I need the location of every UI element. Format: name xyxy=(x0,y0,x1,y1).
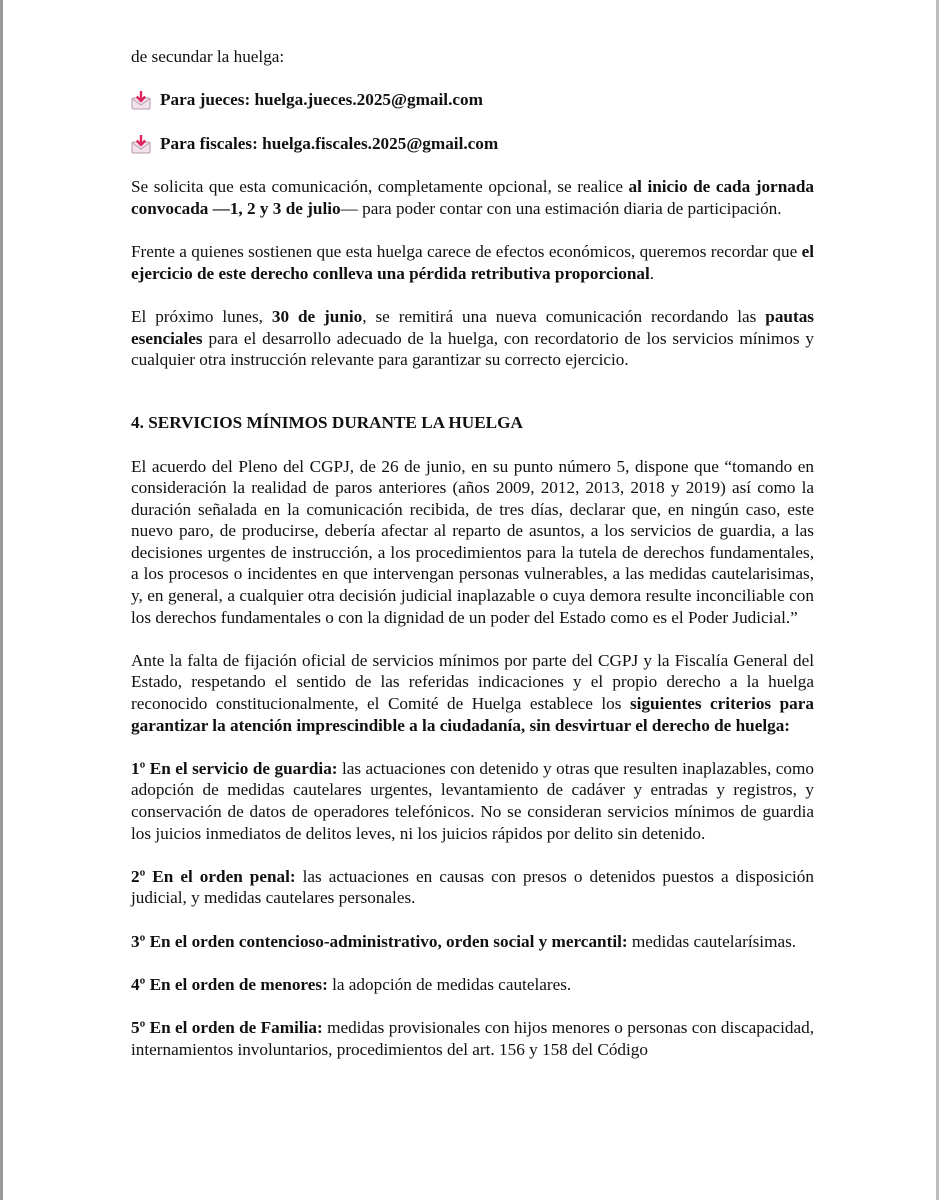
paragraph-efectos-economicos: Frente a quienes sostienen que esta huelga carece de efectos económicos, queremos recordar que el ejercicio de este derecho conlleva una pérdida retributiva proporcional. xyxy=(131,242,814,283)
criterio-contencioso: 3º En el orden contencioso-administrativo, orden social y mercantil: medidas cautelarísimas. xyxy=(131,931,797,951)
intro-line: de secundar la huelga: xyxy=(131,47,285,66)
email-fiscales xyxy=(131,133,814,155)
incoming-envelope-icon xyxy=(131,134,151,154)
paragraph-comunicacion: Se solicita que esta comunicación, completamente opcional, se realice al inicio de cada jornada convocada —1, 2 y 3 de julio— para poder contar con una estimación diaria de participación. xyxy=(131,177,814,218)
paragraph-acuerdo-cgpj: El acuerdo del Pleno del CGPJ, de 26 de junio, en su punto número 5, dispone que “tomando en consideración la realidad de paros anteriores (años 2009, 2012, 2013, 2018 y 2019) así como la duración señalada en la comunicación recibida, de tres días, declarar que, en ningún caso, este nuevo paro, de producirse, debería afectar al reparto de asuntos, a los servicios de guardia, a las decisiones urgentes de instrucción, a los procedimientos para la tutela de derechos fundamentales, a los procesos o incidentes en que intervengan personas vulnerables, a las medidas cautelarisimas, y, en general, a cualquier otra decisión judicial inaplazable o cuya demora resulte inconciliable con los derechos fundamentales o con la dignidad de un poder del Estado como es el Poder Judicial.” xyxy=(131,456,814,627)
criterio-menores: 4º En el orden de menores: la adopción de medidas cautelares. xyxy=(131,974,572,994)
section-heading: 4. SERVICIOS MÍNIMOS DURANTE LA HUELGA xyxy=(131,413,523,433)
criterio-familia: 5º En el orden de Familia: medidas provisionales con hijos menores o personas con discapacidad, internamientos involuntarios, procedimientos del art. 156 y 158 del Código xyxy=(131,1017,814,1059)
document-body xyxy=(131,46,814,1060)
criterio-guardia: 1º En el servicio de guardia: las actuaciones con detenido y otras que resulten inaplazables, como adopción de medidas cautelares urgentes, levantamiento de cadáver y entradas y registros, y conservación de datos de operadores telefónicos. No se consideran servicios mínimos de guardia los juicios inmediatos de delitos leves, ni los juicios rápidos por delito sin detenido. xyxy=(131,758,814,843)
email-fiscales-label: Para fiscales: huelga.fiscales.2025@gmail.com xyxy=(160,133,499,153)
email-jueces xyxy=(131,89,814,111)
criterio-penal: 2º En el orden penal: las actuaciones en causas con presos o detenidos puestos a disposición judicial, y medidas cautelares personales. xyxy=(131,866,814,908)
paragraph-proximo-lunes: El próximo lunes, 30 de junio, se remitirá una nueva comunicación recordando las pautas esenciales para el desarrollo adecuado de la huelga, con recordatorio de los servicios mínimos y cualquier otra instrucción relevante para garantizar su correcto ejercicio. xyxy=(131,306,814,370)
paragraph-ante-la-falta: Ante la falta de fijación oficial de servicios mínimos por parte del CGPJ y la Fiscalía General del Estado, respetando el sentido de las referidas indicaciones y el propio derecho a la huelga reconocido constitucionalmente, el Comité de Huelga establece los siguientes criterios para garantizar la atención imprescindible a la ciudadanía, sin desvirtuar el derecho de huelga: xyxy=(131,650,814,735)
incoming-envelope-icon xyxy=(131,90,151,110)
email-jueces-label: Para jueces: huelga.jueces.2025@gmail.com xyxy=(160,90,483,110)
